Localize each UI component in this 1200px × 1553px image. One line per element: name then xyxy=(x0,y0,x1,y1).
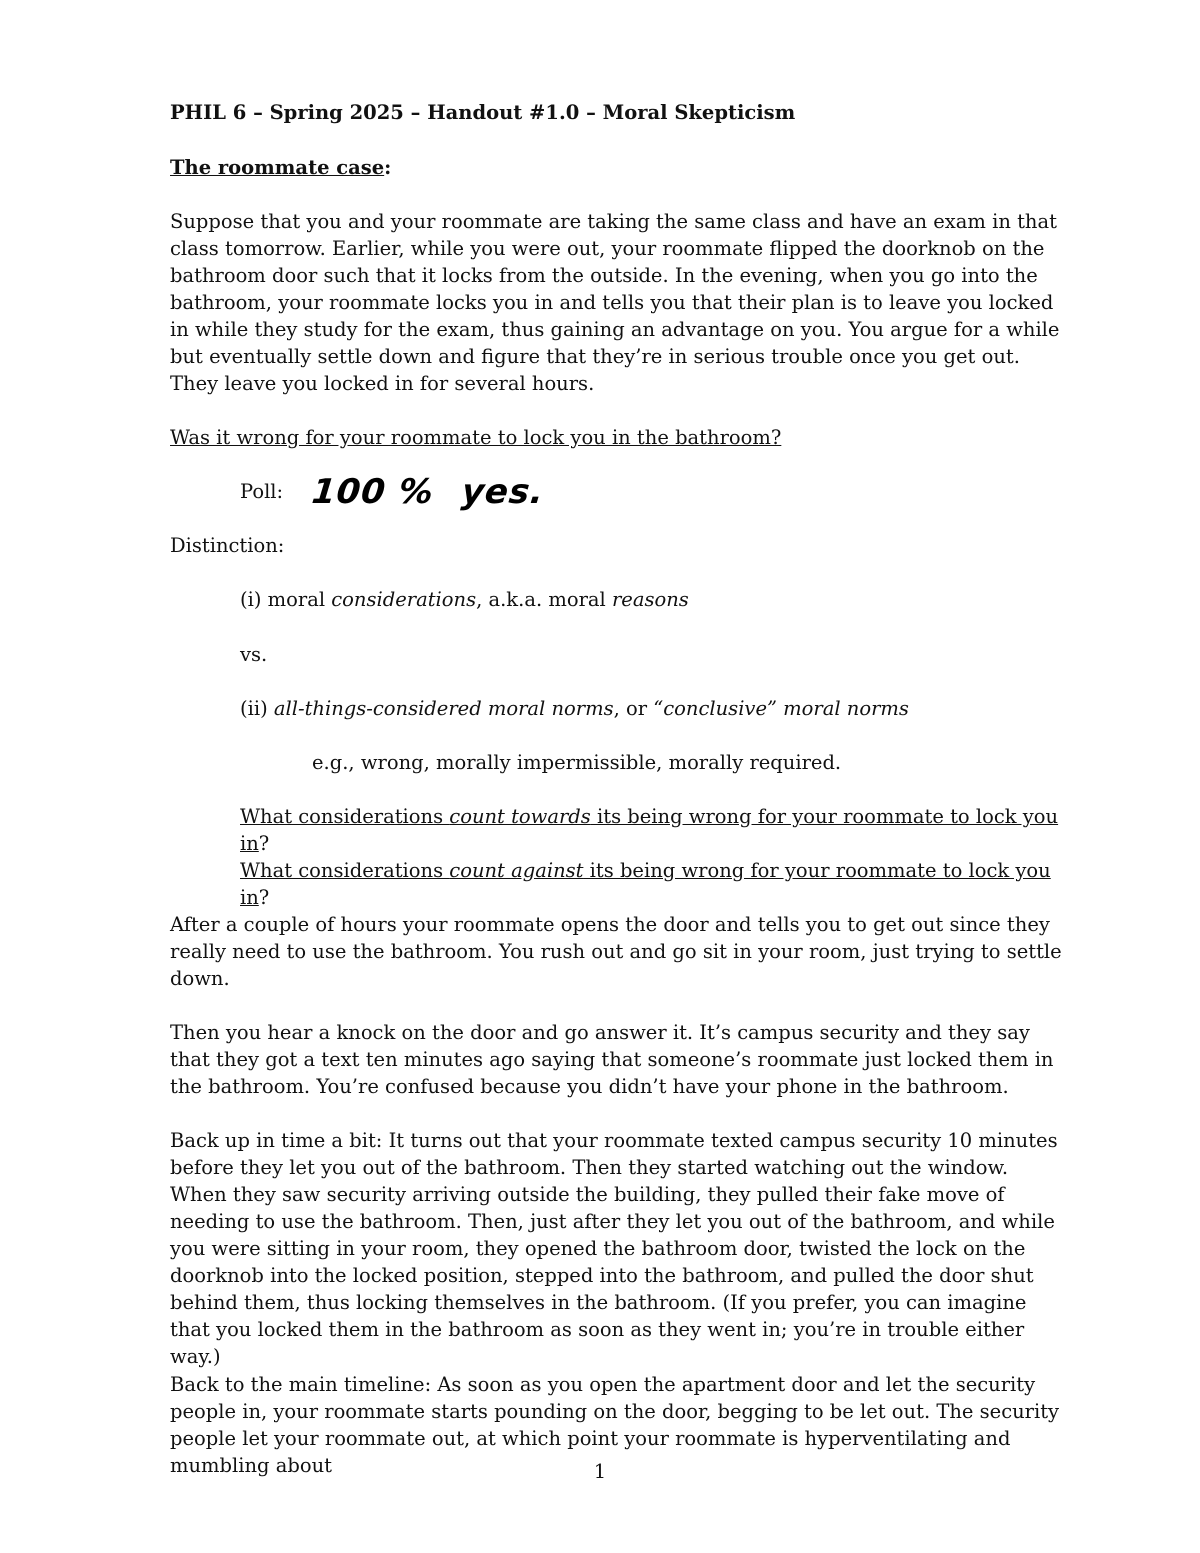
q-against-mark: ? xyxy=(258,886,270,909)
q-against-part2: its being wrong for your roommate to lock you in xyxy=(240,859,1051,909)
q-towards-part1: What considerations xyxy=(240,805,450,828)
handout-title: PHIL 6 – Spring 2025 – Handout #1.0 – Moral Skepticism xyxy=(170,101,796,124)
item1-reasons: reasons xyxy=(611,588,689,611)
distinction-item-2 xyxy=(240,695,1080,722)
paragraph-case-setup: Suppose that you and your roommate are taking the same class and have an exam in that class tomorrow. Earlier, while you were out, your roommate flipped the doorknob on the bathroom door such that it locks from the outside. In the evening, when you go into the bathroom, your roommate locks you in and tells you that their plan is to leave you locked in while they study for the exam, thus gaining an advantage on you. You argue for a while but eventually settle down and figure that they’re in serious trouble once you get out. They leave you locked in for several hours. xyxy=(170,210,1060,395)
section-heading-colon: : xyxy=(384,156,392,179)
poll-handwritten-answer xyxy=(310,470,547,514)
poll-percent: 100 % xyxy=(309,472,436,512)
section-heading xyxy=(170,154,1070,181)
distinction-examples: e.g., wrong, morally impermissible, morally required. xyxy=(312,751,842,774)
paragraph-campus-security: Then you hear a knock on the door and go answer it. It’s campus security and they say that they got a text ten minutes ago saying that someone’s roommate just locked them in the bathroom. You’re confused because you didn’t have your phone in the bathroom. xyxy=(170,1021,1054,1098)
distinction-label: Distinction: xyxy=(170,534,285,557)
q-towards-mark: ? xyxy=(258,832,270,855)
q-towards-part2: its being wrong for your roommate to lock you in xyxy=(240,805,1059,855)
poll-label: Poll: xyxy=(240,480,284,503)
section-heading-text: The roommate case xyxy=(170,156,385,179)
q-towards-italic: count towards xyxy=(449,805,591,828)
item1-prefix: (i) moral xyxy=(240,588,332,611)
item2-conclusive-norms: “conclusive” moral norms xyxy=(653,697,909,720)
q-against-part1: What considerations xyxy=(240,859,450,882)
item2-mid: , or xyxy=(613,697,654,720)
page-number: 1 xyxy=(593,1460,607,1483)
distinction-vs: vs. xyxy=(240,643,268,666)
paragraph-back-up-in-time: Back up in time a bit: It turns out that your roommate texted campus security 10 minutes before they let you out of the bathroom. Then they started watching out the window. When they saw security arriving outside the building, they pulled their fake move of needing to use the bathroom. Then, just after they let you out of the bathroom, and while you were sitting in your room, they opened the bathroom door, twisted the lock on the doorknob into the locked position, stepped into the bathroom, and pulled the door shut behind them, thus locking themselves in the bathroom. (If you prefer, you can imagine that you locked them in the bathroom as soon as they went in; you’re in trouble either way.) xyxy=(170,1129,1058,1368)
question-count-towards xyxy=(240,803,1080,857)
q-against-italic: count against xyxy=(449,859,584,882)
distinction-item-1 xyxy=(240,586,1080,613)
paragraph-let-out: After a couple of hours your roommate opens the door and tells you to get out since they really need to use the bathroom. You rush out and go sit in your room, just trying to settle down. xyxy=(170,913,1062,990)
question-was-it-wrong: Was it wrong for your roommate to lock you in the bathroom? xyxy=(170,426,782,449)
item1-mid: , a.k.a. moral xyxy=(476,588,612,611)
item2-prefix: (ii) xyxy=(240,697,274,720)
poll-yes: yes. xyxy=(459,472,547,512)
item2-atc-norms: all-things-considered moral norms xyxy=(273,697,614,720)
question-count-against xyxy=(240,857,1080,911)
item1-considerations: considerations xyxy=(331,588,477,611)
paragraph-main-timeline: Back to the main timeline: As soon as you open the apartment door and let the security people in, your roommate starts pounding on the door, begging to be let out. The security people let your roommate out, at which point your roommate is hyperventilating and mumbling about xyxy=(170,1373,1060,1477)
